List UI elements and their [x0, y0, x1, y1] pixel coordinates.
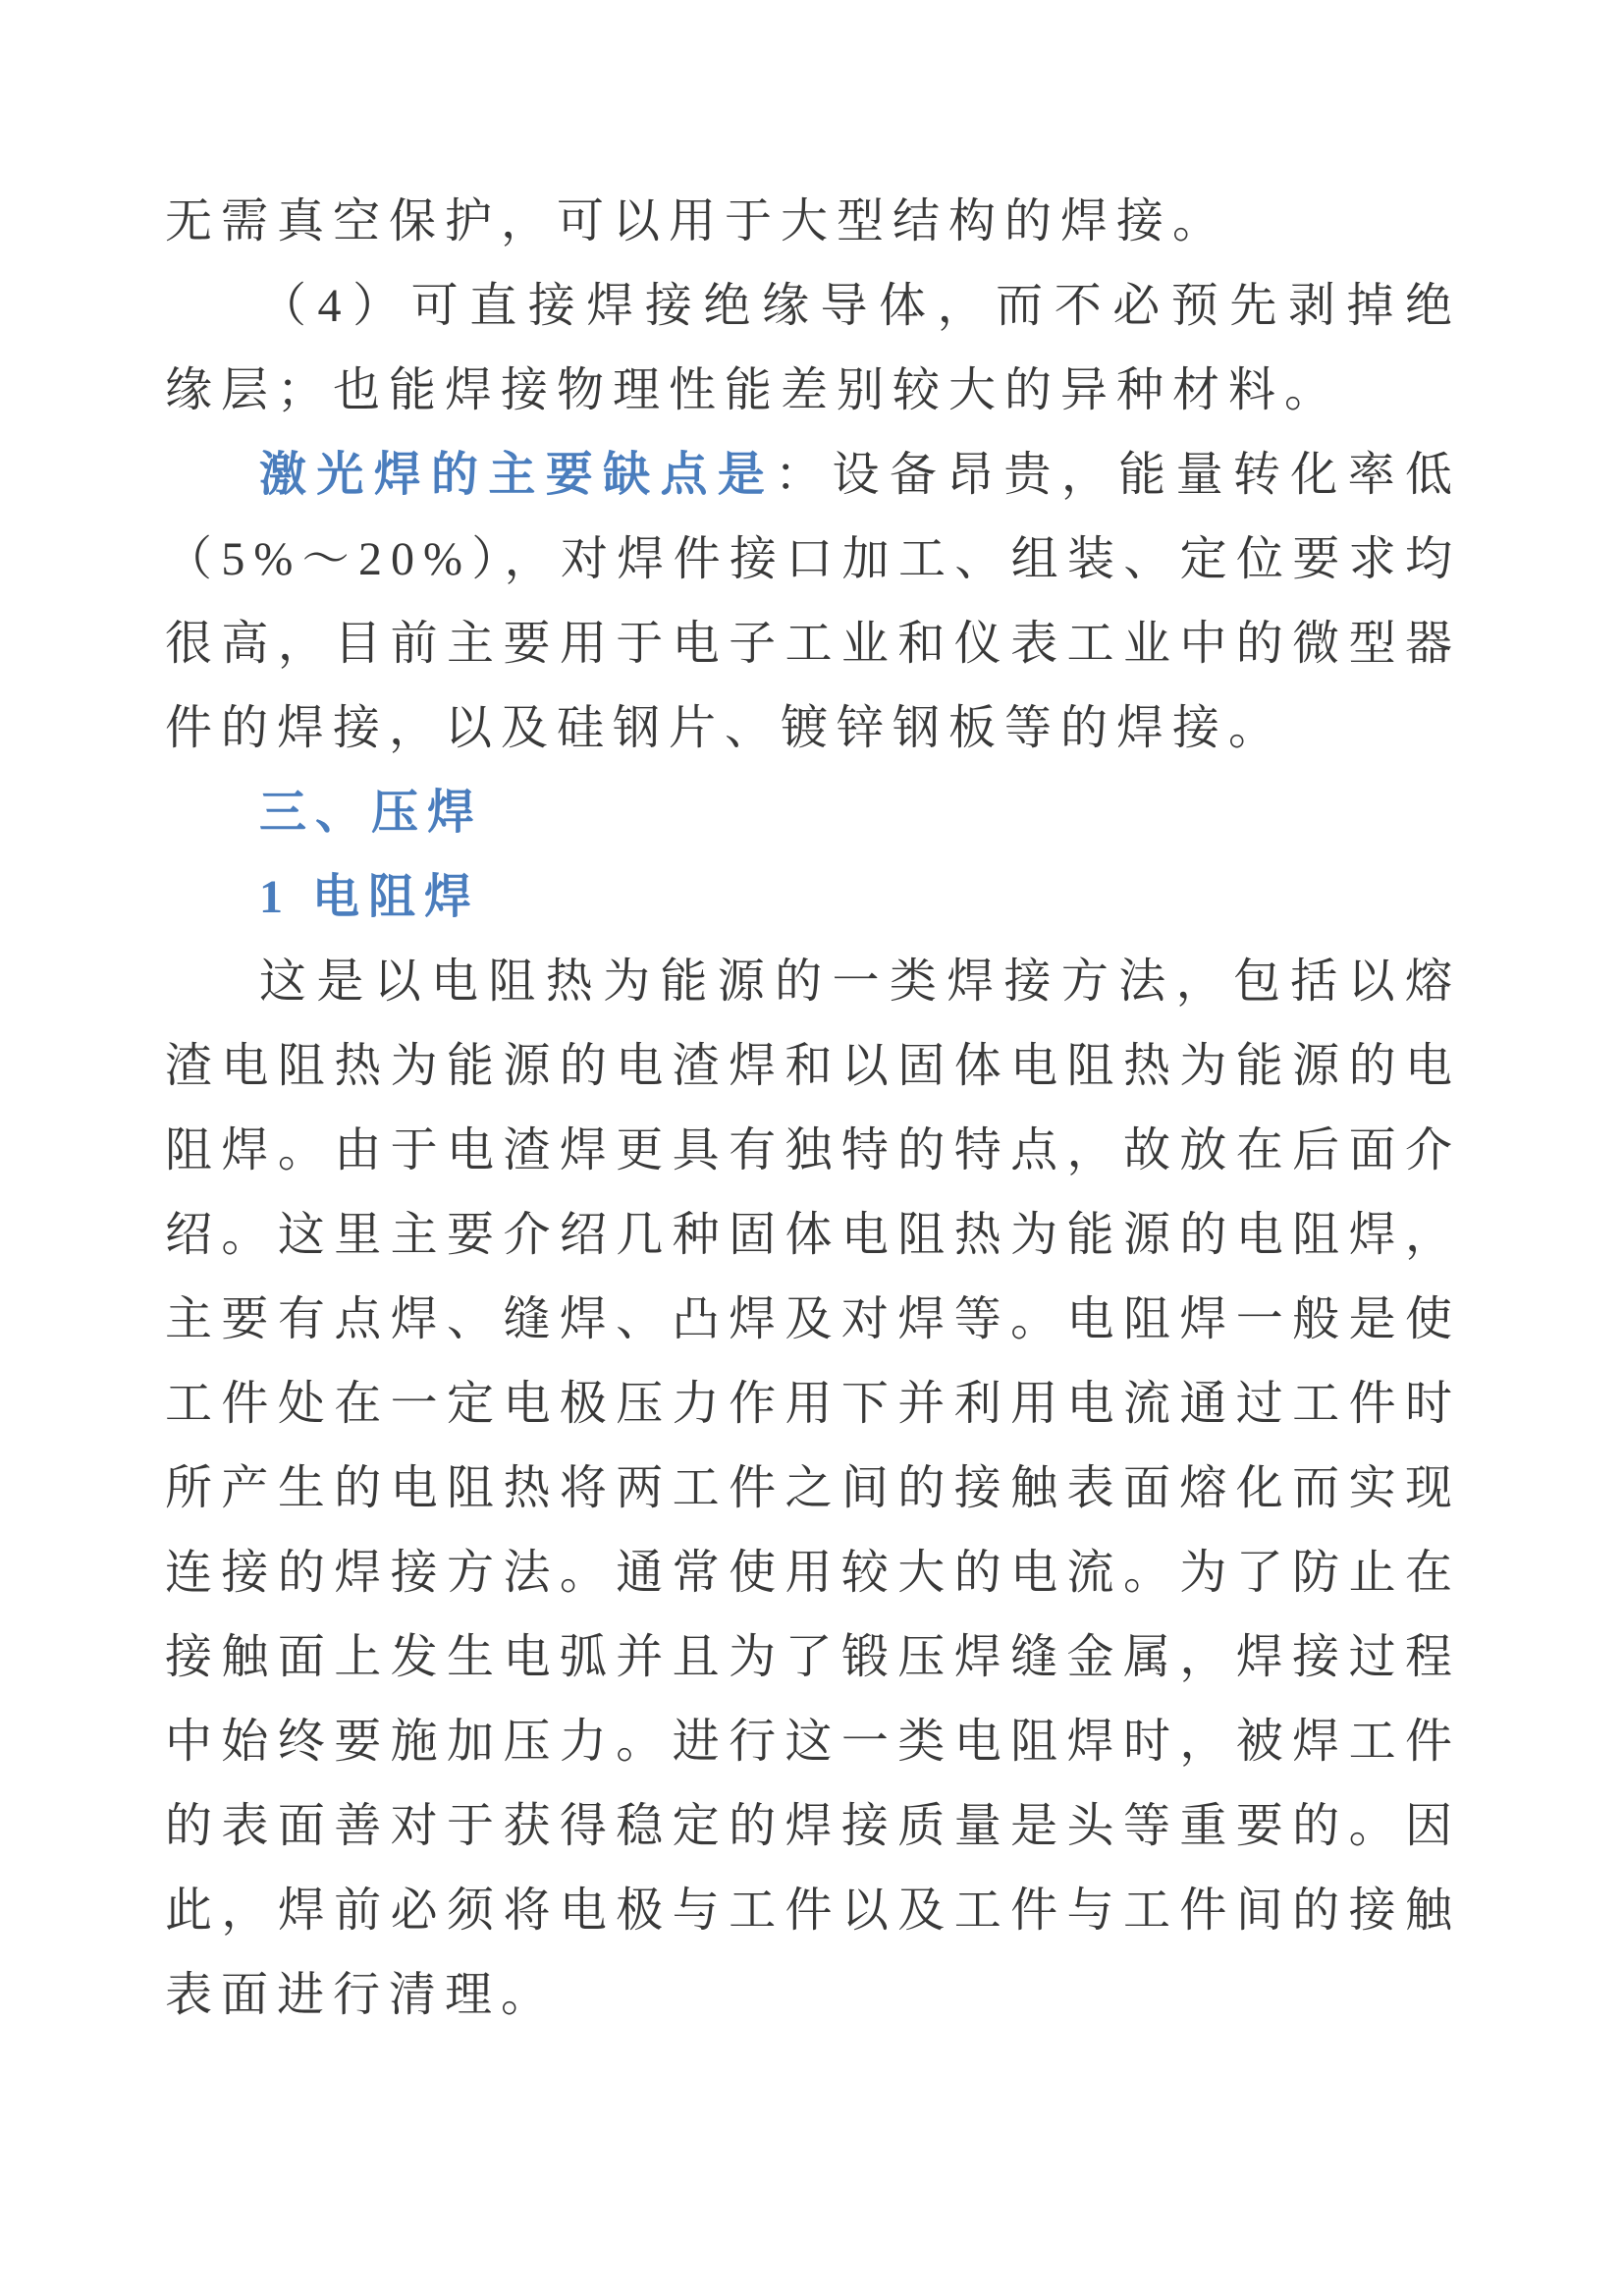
paragraph [165, 855, 1461, 940]
accent-text-segment: 激光焊的主要缺点是 [259, 449, 776, 501]
paragraph [165, 180, 1461, 264]
paragraph [165, 264, 1461, 433]
document-body [165, 180, 1461, 2038]
accent-text-segment: 1 电阻焊 [259, 871, 481, 923]
paragraph [165, 771, 1461, 855]
text-segment: ：设备昂贵，能量转化率低（5%～20%），对焊件接口加工、组装、定位要求均很高，目前主要用于电子工业和仪表工业中的微型器件的焊接，以及硅钢片、镀锌钢板等的焊接。 [165, 449, 1461, 754]
paragraph [165, 433, 1461, 771]
text-segment: 这是以电阻热为能源的一类焊接方法，包括以熔渣电阻热为能源的电渣焊和以固体电阻热为能源的电阻焊。由于电渣焊更具有独特的特点，故放在后面介绍。这里主要介绍几种固体电阻热为能源的电阻焊，主要有点焊、缝焊、凸焊及对焊等。电阻焊一般是使工件处在一定电极压力作用下并利用电流通过工件时所产生的电阻热将两工件之间的接触表面熔化而实现连接的焊接方法。通常使用较大的电流。为了防止在接触面上发生电弧并且为了锻压焊缝金属，焊接过程中始终要施加压力。进行这一类电阻焊时，被焊工件的表面善对于获得稳定的焊接质量是头等重要的。因此，焊前必须将电极与工件以及工件与工件间的接触表面进行清理。 [165, 956, 1461, 2021]
text-segment: （4）可直接焊接绝缘导体，而不必预先剥掉绝缘层；也能焊接物理性能差别较大的异种材料。 [165, 280, 1461, 416]
text-segment: 无需真空保护，可以用于大型结构的焊接。 [165, 195, 1229, 247]
accent-text-segment: 三、压焊 [259, 787, 484, 839]
paragraph [165, 940, 1461, 2038]
